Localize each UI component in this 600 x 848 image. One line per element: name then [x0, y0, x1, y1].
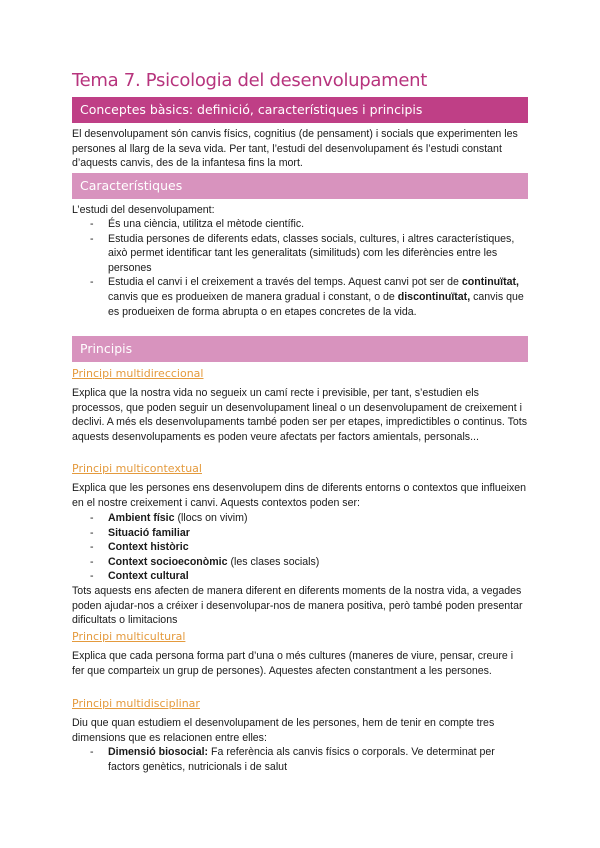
list-item: - Context cultural [90, 570, 189, 583]
list-item: - Context històric [90, 541, 189, 554]
list-item: - Estudia persones de diferents edats, classes socials, cultures, i altres característiques, això permet identificar tant les generalitats (similituds) com les diferències entre les persones [90, 232, 515, 274]
p2-after-paragraph: Tots aquests ens afecten de manera diferent en diferents moments de la nostra vida, a vegades poden ajudar-nos a créixer i desenvolupar-nos de manera positiva, però també poden presentar dificultats o limitacions [72, 585, 523, 627]
section-header-principis: Principis [72, 336, 528, 362]
section-header-intro: Conceptes bàsics: definició, característiques i principis [72, 97, 528, 123]
page-title: Tema 7. Psicologia del desenvolupament [72, 70, 427, 91]
list-item: - Estudia el canvi i el creixement a través del temps. Aquest canvi pot ser de continuïtat, canvis que es produeixen de manera gradual i constant, o de discontinuïtat, canvis que es produeixen de forma abrupta o en etapes concretes de la vida. [90, 276, 524, 318]
contexts-list [72, 511, 528, 584]
subheading-multicontextual: Principi multicontextual [72, 462, 202, 475]
dimensions-list [72, 745, 528, 774]
subheading-multidireccional: Principi multidireccional [72, 367, 204, 380]
subheading-multidisciplinar: Principi multidisciplinar [72, 697, 200, 710]
subheading-multicultural: Principi multicultural [72, 630, 186, 643]
list-item: - És una ciència, utilitza el mètode científic. [90, 218, 305, 230]
caract-list [72, 217, 528, 319]
intro-paragraph: El desenvolupament són canvis físics, cognitius (de pensament) i socials que experimenten les persones al llarg de la seva vida. Per tant, l’estudi del desenvolupament és l’estudi constant d’aquests canvis, des de la infantesa fins la mort. [72, 128, 518, 170]
list-item: - Situació familiar [90, 526, 190, 539]
section-header-caracteristiques: Característiques [72, 173, 528, 199]
p1-paragraph: Explica que la nostra vida no segueix un camí recte i previsible, per tant, s’estudien els processos, que poden seguir un desenvolupament lineal o un desenvolupament de creixement i declivi. A més els desenvolupaments també poden ser per etapes, impredictibles o continus. Tots aquests desenvolupaments es poden veure afectats per factors amientals, personals... [72, 387, 527, 443]
p2-paragraph: Explica que les persones ens desenvolupem dins de diferents entorns o contextos que influeixen en el nostre creixement i canvi. Aquests contextos poden ser: [72, 482, 527, 509]
caract-lead: L’estudi del desenvolupament: [72, 204, 215, 216]
list-item: - Context socioeconòmic (les clases socials) [90, 555, 320, 568]
p3-paragraph: Explica que cada persona forma part d’una o més cultures (maneres de viure, pensar, creure i fer que comparteix un grup de persones). Aquestes afecten constantment a les persones. [72, 650, 514, 677]
list-item: - Ambient físic (llocs on vivim) [90, 512, 248, 524]
list-item: - Dimensió biosocial: Fa referència als canvis físics o corporals. Ve determinat per factors genètics, nutricionals i de salut [90, 746, 495, 773]
p4-paragraph: Diu que quan estudiem el desenvolupament de les persones, hem de tenir en compte tres dimensions que es relacionen entre elles: [72, 717, 495, 744]
